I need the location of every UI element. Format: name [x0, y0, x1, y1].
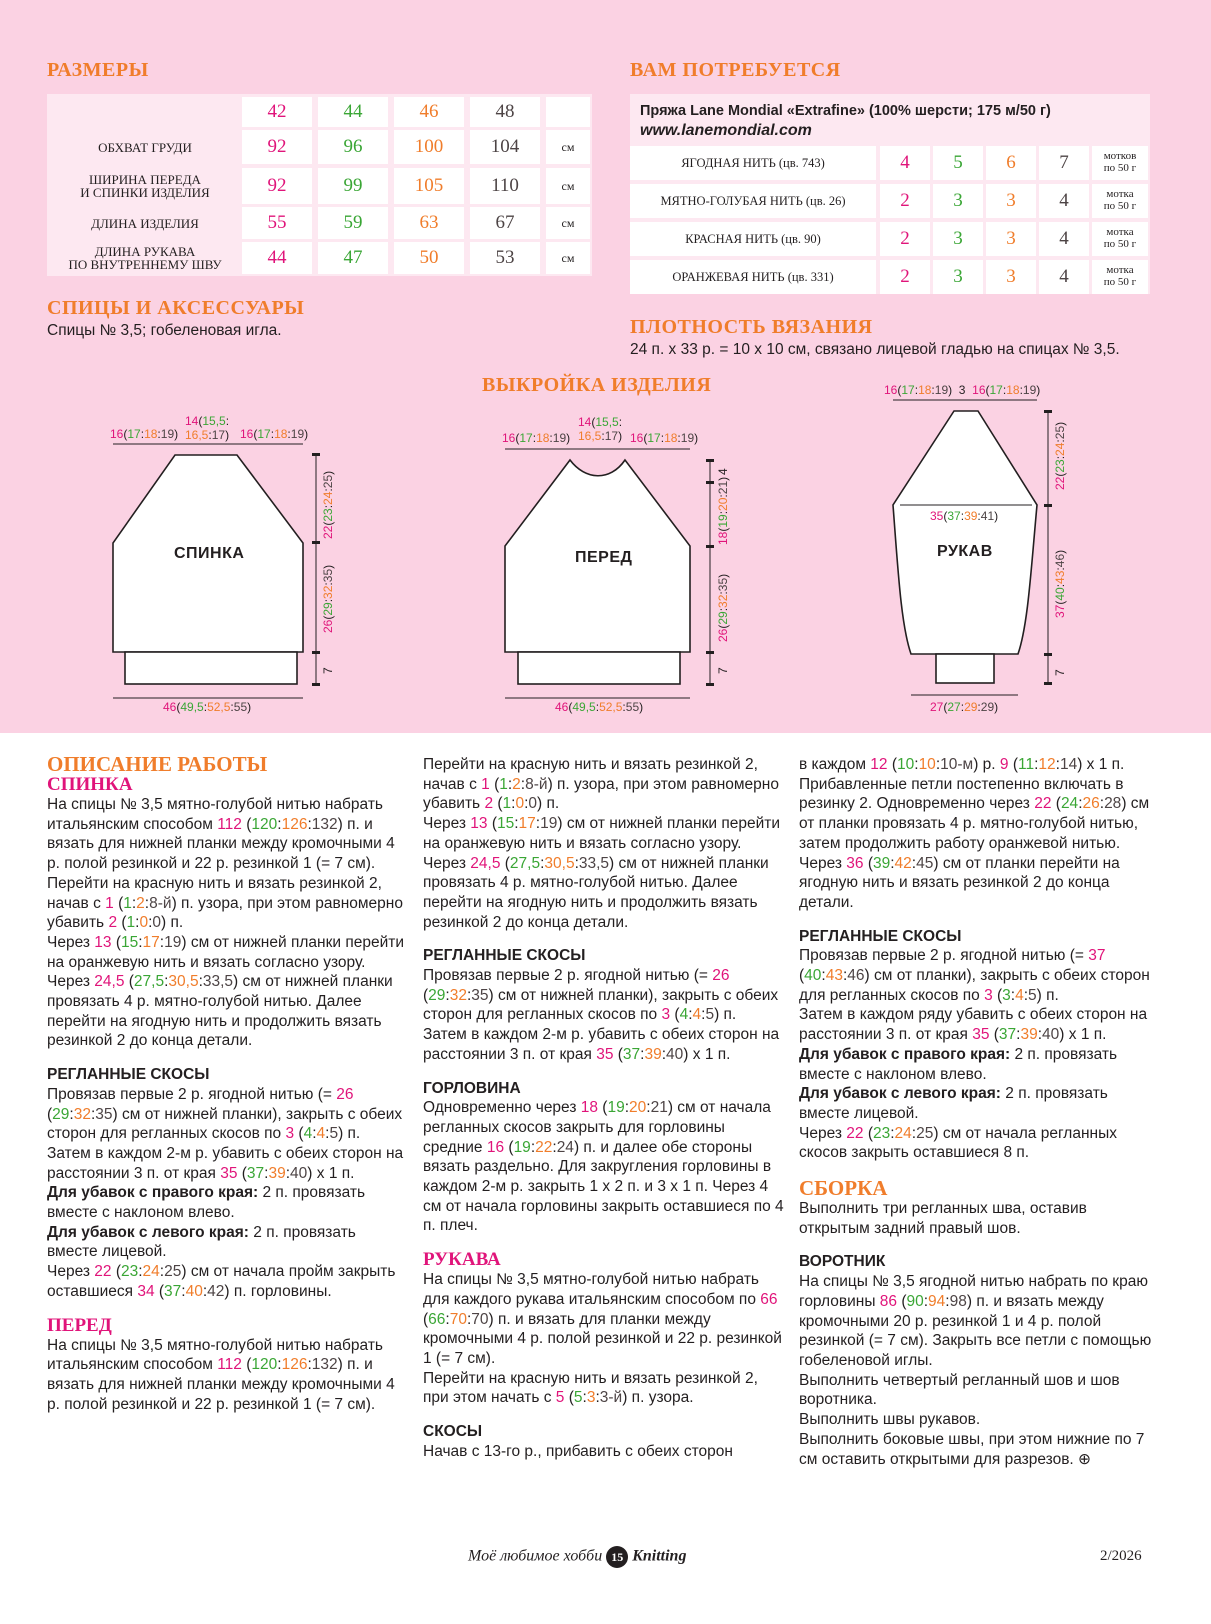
- back-dim-side-right: 16(17:18:19): [240, 427, 309, 441]
- section-name: Knitting: [632, 1547, 687, 1565]
- yarn-row-label: МЯТНО-ГОЛУБАЯ НИТЬ (цв. 26): [630, 184, 876, 218]
- size-unit: см: [546, 242, 590, 274]
- sleeve-band-shape: [936, 654, 994, 683]
- front-dim-width: 46(49,5:52,5:55): [555, 700, 644, 714]
- magazine-name: Моё любимое хобби: [468, 1547, 603, 1565]
- yarn-amount: 2: [880, 184, 930, 218]
- back-dim-neck: 14(15,5: 16,5:17): [185, 414, 230, 442]
- heading-neckline: ГОРЛОВИНА: [423, 1079, 521, 1097]
- front-dim-band: 7: [716, 667, 730, 674]
- end-mark-icon: ⊕: [1078, 1450, 1092, 1468]
- yarn-amount: 7: [1039, 146, 1089, 180]
- heading-raglan-front: РЕГЛАННЫЕ СКОСЫ: [423, 947, 586, 965]
- size-value: 50: [394, 242, 464, 274]
- size-value: 100: [394, 130, 464, 164]
- size-value: 53: [470, 242, 540, 274]
- yarn-amount: 6: [986, 146, 1036, 180]
- instructions-col-2: Перейти на красную нить и вязать резинкой 2, начав с 1 (1:2:8-й) п. узора, при этом равномерно убавить 2 (1:0:0) п. Через 13 (15:17:19) см от нижней планки перейти на оранжевую нить и вязать согласно узору. Через 24,5 (27,5:30,5:33,5) см от нижней планки провязать 4 р. мятно-голубой нитью. Далее перейти на ягодную нить и продолжить вязать резинкой 2 до конца детали. РЕГЛАННЫЕ СКОСЫ Провязав первые 2 р. ягодной нитью (= 26 (29:32:35) см от нижней планки), закрыть с обеих сторон для регланных скосов по 3 (4:4:5) п. Затем в каждом 2-м р. убавить с обеих сторон на расстоянии 3 п. от края 35 (37:39:40) х 1 п. ГОРЛОВИНА Одновременно через 18 (19:20:21) см от начала регланных скосов закрыть для горловины средние 16 (19:22:24) п. и далее обе стороны вязать раздельно. Для закругления горловины в каждом 2-м р. закрыть 1 х 2 п. и 3 х 1 п. Через 4 см от начала горловины закрыть оставшиеся по 4 п. плеч. РУКАВА На спицы № 3,5 мятно-голубой нитью набрать для каждого рукава итальянским способом по 66 (66:70:70) п. и вязать для планки между кромочными 4 р. полой резинкой и 22 р. резинкой 1 (= 7 см). Перейти на красную нить и вязать резинкой 2, при этом начать с 5 (5:3:3-й) п. узора. СКОСЫ Начав с 13-го р., прибавить с обеих сторон: [423, 756, 784, 1460]
- size-header: 44: [318, 97, 388, 127]
- size-unit: см: [546, 130, 590, 164]
- yarn-unit: мотка по 50 г: [1092, 260, 1148, 294]
- heading-front: ПЕРЕД: [47, 1314, 112, 1336]
- size-value: 110: [470, 168, 540, 204]
- heading-bevels: СКОСЫ: [423, 1423, 483, 1441]
- size-value: 99: [318, 168, 388, 204]
- size-row-label: ШИРИНА ПЕРЕДА И СПИНКИ ИЗДЕЛИЯ: [80, 172, 210, 200]
- heading-work-description: ОПИСАНИЕ РАБОТЫ: [47, 752, 268, 776]
- sleeve-dim-band: 7: [1053, 669, 1067, 676]
- back-dim-armhole: 22(23:24:25): [321, 470, 335, 539]
- size-value: 104: [470, 130, 540, 164]
- instructions-col-3: в каждом 12 (10:10:10-м) р. 9 (11:12:14) х 1 п. Прибавленные петли постепенно включать в резинку 2. Одновременно через 22 (24:26:28) см от планки провязать 4 р. мятно-голубой нитью, затем продолжить работу оранжевой нитью. Через 36 (39:42:45) см от планки перейти на ягодную нить и вязать резинкой 2 до конца детали. РЕГЛАННЫЕ СКОСЫ Провязав первые 2 р. ягодной нитью (= 37 (40:43:46) см от планки), закрыть с обеих сторон для регланных скосов по 3 (3:4:5) п. Затем в каждом ряду убавить с обеих сторон на расстоянии 3 п. от края 35 (37:39:40) х 1 п. Для убавок с правого края: 2 п. провязать вместе с наклоном влево. Для убавок с левого края: 2 п. провязать вместе лицевой. Через 22 (23:24:25) см от начала регланных скосов закрыть оставшиеся 8 п. СБОРКА Выполнить три регланных шва, оставив открытым задний правый шов. ВОРОТНИК На спицы № 3,5 ягодной нитью набрать по краю горловины 86 (90:94:98) п. и вязать между кромочными 20 р. резинкой 1 и 4 р. полой резинкой (= 7 см). Закрыть все петли с помощью гобеленовой иглы. Выполнить четвертый регланный шов и шов воротника. Выполнить швы рукавов. Выполнить боковые швы, при этом нижние по 7 см оставить открытыми для разрезов. ⊕: [799, 755, 1159, 1469]
- front-dim-armhole: 18(19:20:21): [716, 476, 730, 545]
- sleeve-dim-length: 37(40:43:46): [1053, 549, 1067, 618]
- yarn-unit: мотка по 50 г: [1092, 184, 1148, 218]
- pattern-drawing: [0, 0, 1211, 733]
- yarn-unit: мотка по 50 г: [1092, 222, 1148, 256]
- yarn-row-label: ОРАНЖЕВАЯ НИТЬ (цв. 331): [630, 260, 876, 294]
- front-label: ПЕРЕД: [575, 549, 633, 566]
- gauge-text: 24 п. х 33 р. = 10 х 10 см, связано лицевой гладью на спицах № 3,5.: [630, 341, 1120, 358]
- yarn-amount: 5: [933, 146, 983, 180]
- page-badge: 15: [606, 1546, 628, 1568]
- yarn-amount: 3: [986, 260, 1036, 294]
- size-unit: см: [546, 207, 590, 239]
- materials-title: ВАМ ПОТРЕБУЕТСЯ: [630, 59, 841, 81]
- yarn-amount: 3: [933, 222, 983, 256]
- sleeve-label: РУКАВ: [937, 543, 993, 560]
- front-dim-side-left: 16(17:18:19): [502, 431, 571, 445]
- sleeve-dim-cap: 22(23:24:25): [1053, 421, 1067, 490]
- front-dim-body: 26(29:32:35): [716, 573, 730, 642]
- front-dim-side-right: 16(17:18:19): [630, 431, 699, 445]
- size-value: 63: [394, 207, 464, 239]
- yarn-site: www.lanemondial.com: [640, 122, 812, 139]
- size-value: 105: [394, 168, 464, 204]
- needles-text: Спицы № 3,5; гобеленовая игла.: [47, 322, 282, 339]
- size-value: 59: [318, 207, 388, 239]
- sleeve-body-shape: [893, 411, 1037, 654]
- heading-back: СПИНКА: [47, 774, 133, 795]
- heading-assembly: СБОРКА: [799, 1176, 888, 1201]
- yarn-unit: мотков по 50 г: [1092, 146, 1148, 180]
- yarn-amount: 3: [933, 260, 983, 294]
- sleeve-dim-top: 16(17:18:19) 3 16(17:18:19): [884, 383, 1041, 397]
- heading-collar: ВОРОТНИК: [799, 1253, 886, 1271]
- sleeve-dim-mid: 35(37:39:41): [930, 509, 999, 523]
- heading-raglan-sleeve: РЕГЛАННЫЕ СКОСЫ: [799, 927, 962, 945]
- yarn-amount: 4: [880, 146, 930, 180]
- yarn-amount: 4: [1039, 260, 1089, 294]
- size-value: 92: [242, 168, 312, 204]
- front-dim-neck: 14(15,5: 16,5:17): [578, 415, 623, 443]
- front-dim-neck-depth: 4: [716, 468, 730, 475]
- front-band-shape: [518, 652, 680, 684]
- instructions-col-1: ОПИСАНИЕ РАБОТЫ СПИНКА На спицы № 3,5 мятно-голубой нитью набрать итальянским способом 112 (120:126:132) п. и вязать для нижней планки между кромочными 4 р. полой резинкой и 22 р. резинкой 1 (= 7 см). Перейти на красную нить и вязать резинкой 2, начав с 1 (1:2:8-й) п. узора, при этом равномерно убавить 2 (1:0:0) п. Через 13 (15:17:19) см от нижней планки перейти на оранжевую нить и вязать согласно узору. Через 24,5 (27,5:30,5:33,5) см от нижней планки провязать 4 р. мятно-голубой нитью. Далее перейти на ягодную нить и продолжить вязать резинкой 2 до конца детали. РЕГЛАННЫЕ СКОСЫ Провязав первые 2 р. ягодной нитью (= 26 (29:32:35) см от нижней планки), закрыть с обеих сторон для регланных скосов по 3 (4:4:5) п. Затем в каждом 2-м р. убавить с обеих сторон на расстоянии 3 п. от края 35 (37:39:40) х 1 п. Для убавок с правого края: 2 п. провязать вместе с наклоном влево. Для убавок с левого края: 2 п. провязать вместе лицевой. Через 22 (23:24:25) см от начала пройм закрыть оставшиеся 34 (37:40:42) п. горловины. ПЕРЕД На спицы № 3,5 мятно-голубой нитью набрать итальянским способом 112 (120:126:132) п. и вязать для нижней планки между кромочными 4 р. полой резинкой и 22 р. резинкой 1 (= 7 см).: [47, 753, 407, 1414]
- size-value: 44: [242, 242, 312, 274]
- yarn-row-label: КРАСНАЯ НИТЬ (цв. 90): [630, 222, 876, 256]
- size-value: 47: [318, 242, 388, 274]
- size-row-label: ДЛИНА РУКАВА ПО ВНУТРЕННЕМУ ШВУ: [68, 244, 222, 272]
- back-dim-band: 7: [321, 667, 335, 674]
- size-value: 92: [242, 130, 312, 164]
- size-row-label: ДЛИНА ИЗДЕЛИЯ: [91, 215, 199, 231]
- back-band-shape: [125, 652, 297, 684]
- issue-number: 2/2026: [1100, 1548, 1142, 1564]
- yarn-amount: 2: [880, 260, 930, 294]
- size-row-label: ОБХВАТ ГРУДИ: [98, 139, 192, 155]
- back-dim-side-left: 16(17:18:19): [110, 427, 179, 441]
- size-header: 42: [242, 97, 312, 127]
- heading-sleeves: РУКАВА: [423, 1249, 501, 1271]
- gauge-title: ПЛОТНОСТЬ ВЯЗАНИЯ: [630, 316, 873, 338]
- size-header: 46: [394, 97, 464, 127]
- yarn-amount: 3: [986, 184, 1036, 218]
- yarn-text: Пряжа Lane Mondial «Extrafine» (100% шерсти; 175 м/50 г): [640, 103, 1051, 119]
- back-dim-width: 46(49,5:52,5:55): [163, 700, 252, 714]
- pattern-title: ВЫКРОЙКА ИЗДЕЛИЯ: [482, 374, 712, 396]
- size-value: 67: [470, 207, 540, 239]
- size-value: 55: [242, 207, 312, 239]
- size-value: 96: [318, 130, 388, 164]
- yarn-amount: 4: [1039, 184, 1089, 218]
- yarn-amount: 3: [933, 184, 983, 218]
- back-label: СПИНКА: [174, 545, 245, 562]
- yarn-amount: 3: [986, 222, 1036, 256]
- heading-raglan-back: РЕГЛАННЫЕ СКОСЫ: [47, 1066, 210, 1084]
- yarn-amount: 4: [1039, 222, 1089, 256]
- sizes-title: РАЗМЕРЫ: [47, 59, 149, 81]
- size-unit: см: [546, 168, 590, 204]
- needles-title: СПИЦЫ И АКСЕССУАРЫ: [47, 297, 305, 319]
- size-header: 48: [470, 97, 540, 127]
- yarn-row-label: ЯГОДНАЯ НИТЬ (цв. 743): [630, 146, 876, 180]
- sleeve-dim-cuff: 27(27:29:29): [930, 700, 999, 714]
- footer-magazine: [468, 1546, 686, 1568]
- yarn-amount: 2: [880, 222, 930, 256]
- back-dim-body: 26(29:32:35): [321, 564, 335, 633]
